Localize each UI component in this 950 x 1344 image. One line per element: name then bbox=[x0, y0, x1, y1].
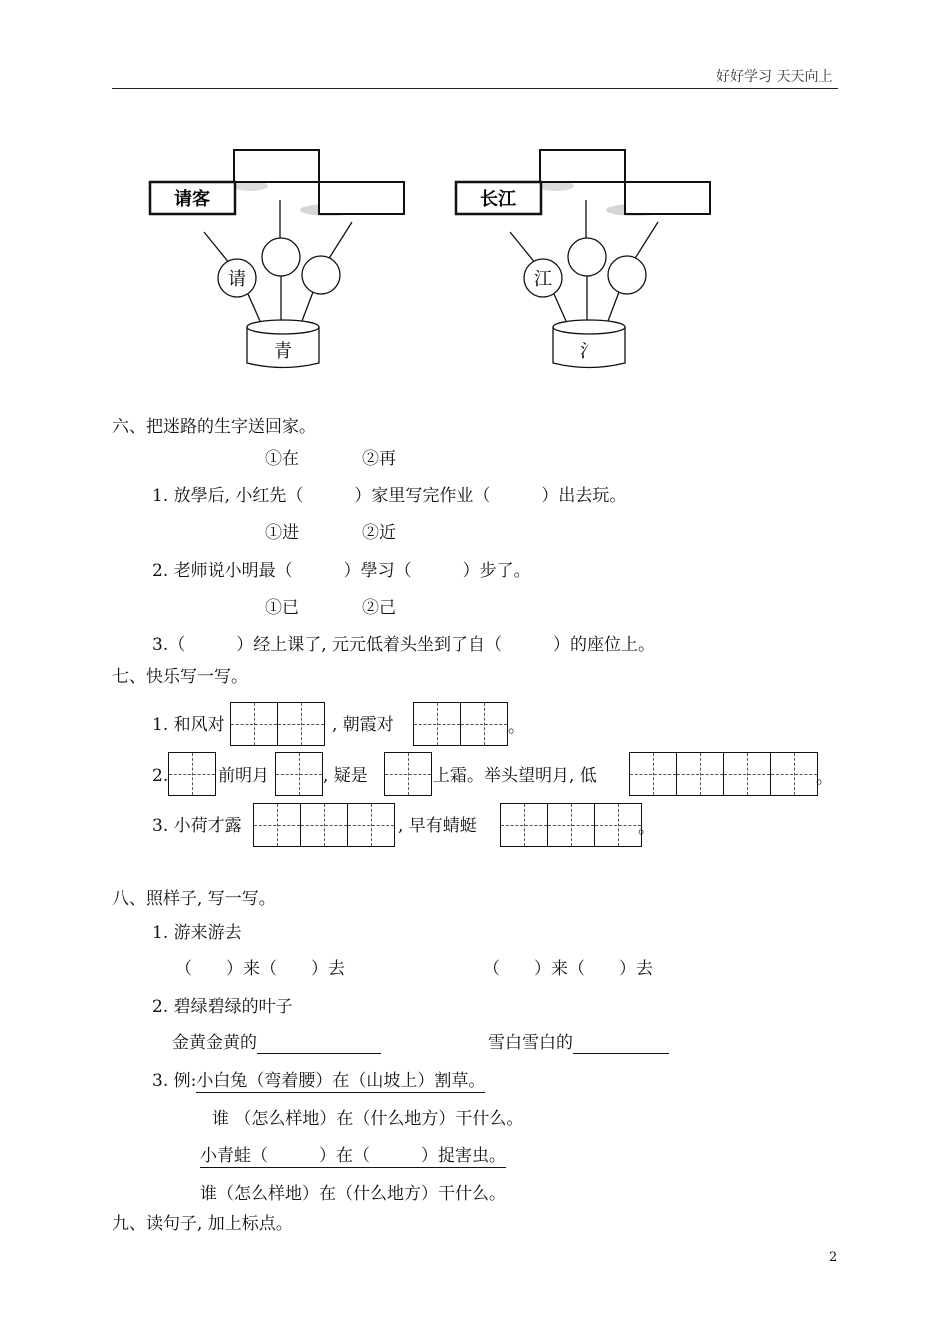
writing-grid bbox=[230, 702, 324, 746]
section-6-title: 六、把迷路的生字送回家。 bbox=[112, 417, 316, 437]
pattern-line-2: 谁（怎么样地）在（什么地方）干什么。 bbox=[200, 1184, 506, 1204]
answer-8-2b-text: 雪白雪白的 bbox=[488, 1033, 573, 1053]
writing-cell[interactable] bbox=[547, 803, 595, 847]
writing-grid bbox=[168, 752, 215, 796]
page-number: 2 bbox=[829, 1250, 838, 1265]
writing-cell[interactable] bbox=[253, 803, 301, 847]
option-2: ②己 bbox=[362, 598, 396, 618]
section-9-title: 九、读句子, 加上标点。 bbox=[112, 1214, 293, 1234]
writing-cell[interactable] bbox=[300, 803, 348, 847]
word-tree-1 bbox=[148, 150, 405, 368]
writing-cell[interactable] bbox=[275, 752, 323, 796]
tree-word: 请客 bbox=[174, 189, 210, 210]
line-7-2-text: , 疑是 bbox=[323, 766, 368, 786]
answer-8-2b bbox=[488, 1032, 669, 1054]
writing-cell[interactable] bbox=[676, 752, 724, 796]
fill-sentence bbox=[200, 1145, 506, 1167]
line-7-1-text: 1. 和风对 bbox=[152, 715, 225, 735]
section-8-title: 八、照样子, 写一写。 bbox=[112, 889, 276, 909]
blank-circle bbox=[262, 238, 300, 276]
answer-8-2a bbox=[172, 1032, 381, 1054]
answer-blank[interactable] bbox=[257, 1035, 381, 1054]
tree-circle-char: 江 bbox=[534, 269, 552, 290]
tree-word: 长江 bbox=[480, 189, 516, 210]
word-tree-2 bbox=[454, 150, 711, 368]
blank-box-right bbox=[319, 182, 404, 214]
question-8-2: 2. 碧绿碧绿的叶子 bbox=[152, 997, 293, 1017]
question-6-1: 1. 放學后, 小红先（ ）家里写完作业（ ）出去玩。 bbox=[152, 486, 627, 506]
option-1: ①在 bbox=[265, 449, 299, 469]
writing-grid bbox=[413, 702, 507, 746]
writing-cell[interactable] bbox=[230, 702, 278, 746]
writing-cell[interactable] bbox=[384, 752, 432, 796]
tree-base-char: 青 bbox=[274, 341, 292, 362]
blank-circle bbox=[608, 256, 646, 294]
answer-8-1b: （ ）来（ ）去 bbox=[483, 959, 653, 979]
answer-8-1a: （ ）来（ ）去 bbox=[175, 959, 345, 979]
writing-grid bbox=[384, 752, 431, 796]
question-6-2: 2. 老师说小明最（ ）學习（ ）步了。 bbox=[152, 561, 531, 581]
writing-cell[interactable] bbox=[500, 803, 548, 847]
blank-box-right bbox=[625, 182, 710, 214]
writing-cell[interactable] bbox=[460, 702, 508, 746]
blank-circle bbox=[302, 256, 340, 294]
line-7-2-text: 前明月 bbox=[218, 766, 269, 786]
writing-grid bbox=[253, 803, 394, 847]
question-8-1: 1. 游来游去 bbox=[152, 923, 242, 943]
line-7-2-text: 。 bbox=[816, 768, 833, 788]
line-7-3-text: 。 bbox=[638, 818, 655, 838]
fill-sentence-text: 小青蛙（ ）在（ ）捉害虫。 bbox=[200, 1146, 506, 1166]
writing-cell[interactable] bbox=[770, 752, 818, 796]
writing-grid bbox=[275, 752, 322, 796]
section-7-title: 七、快乐写一写。 bbox=[112, 667, 248, 687]
answer-blank[interactable] bbox=[573, 1035, 669, 1054]
header-rule bbox=[112, 88, 838, 89]
option-2: ②近 bbox=[362, 523, 396, 543]
option-1: ①已 bbox=[265, 598, 299, 618]
header-motto: 好好学习 天天向上 bbox=[716, 69, 833, 85]
writing-cell[interactable] bbox=[629, 752, 677, 796]
answer-8-2a-text: 金黄金黄的 bbox=[172, 1033, 257, 1053]
writing-cell[interactable] bbox=[413, 702, 461, 746]
writing-cell[interactable] bbox=[723, 752, 771, 796]
pattern-line-1: 谁 （怎么样地）在（什么地方）干什么。 bbox=[212, 1109, 524, 1129]
line-7-2-text: 2. bbox=[152, 766, 169, 786]
tree-circle-char: 请 bbox=[228, 269, 246, 290]
writing-cell[interactable] bbox=[347, 803, 395, 847]
question-6-3: 3.（ ）经上课了, 元元低着头坐到了自（ ）的座位上。 bbox=[152, 635, 656, 655]
question-8-3 bbox=[152, 1070, 485, 1092]
line-7-2-text: 上霜。举头望明月, 低 bbox=[433, 766, 597, 786]
writing-cell[interactable] bbox=[168, 752, 216, 796]
writing-cell[interactable] bbox=[277, 702, 325, 746]
line-7-3-text: 3. 小荷才露 bbox=[152, 816, 242, 836]
example-label: 3. 例: bbox=[152, 1071, 197, 1091]
word-tree-diagrams bbox=[130, 140, 750, 380]
line-7-1-text: , 朝霞对 bbox=[332, 715, 394, 735]
writing-cell[interactable] bbox=[594, 803, 642, 847]
option-2: ②再 bbox=[362, 449, 396, 469]
line-7-3-text: , 早有蜻蜓 bbox=[398, 816, 477, 836]
blank-box-top bbox=[234, 150, 319, 182]
example-sentence: 小白兔（弯着腰）在（山坡上）割草。 bbox=[196, 1071, 486, 1091]
option-1: ①进 bbox=[265, 523, 299, 543]
writing-grid bbox=[629, 752, 817, 796]
tree-base-char: 氵 bbox=[580, 341, 598, 362]
line-7-1-text: 。 bbox=[508, 717, 525, 737]
writing-grid bbox=[500, 803, 641, 847]
blank-circle bbox=[568, 238, 606, 276]
blank-box-top bbox=[540, 150, 625, 182]
